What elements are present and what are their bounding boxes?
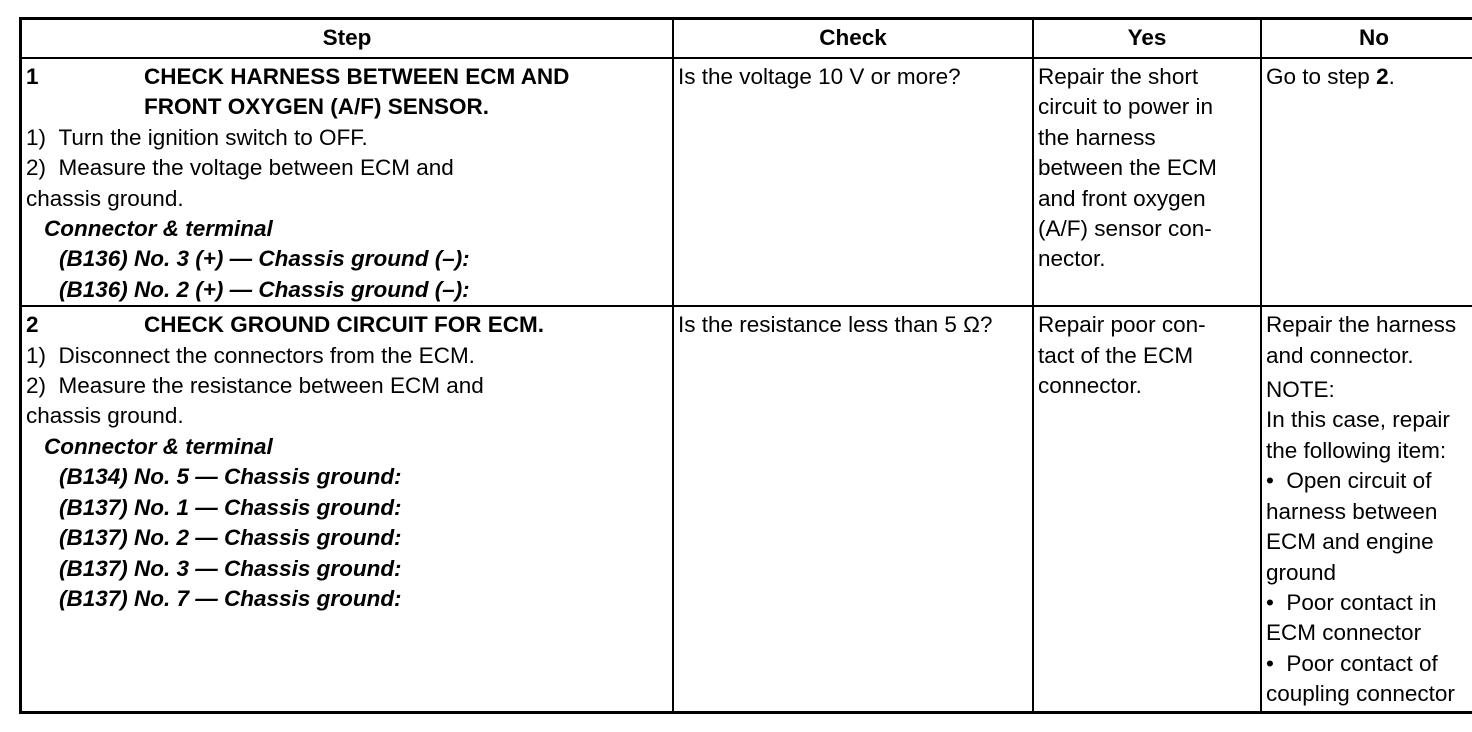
step-number: 1 <box>26 64 39 89</box>
terminal-spec: (B137) No. 1 — Chassis ground: <box>59 494 402 520</box>
yes-line: (A/F) sensor con- <box>1038 216 1212 242</box>
header-row <box>21 19 1472 59</box>
no-line: and connector. <box>1266 342 1414 368</box>
step-instruction: 2) Measure the resistance between ECM and <box>26 373 484 399</box>
yes-line: and front oxygen <box>1038 185 1206 211</box>
header-yes: Yes <box>1033 19 1261 59</box>
connector-heading: Connector & terminal <box>44 216 273 242</box>
check-cell: Is the voltage 10 V or more? <box>673 58 1033 306</box>
no-cell <box>1261 58 1472 306</box>
yes-line: the harness <box>1038 124 1156 150</box>
step-instruction: 2) Measure the voltage between ECM and <box>26 155 454 181</box>
step-title: CHECK HARNESS BETWEEN ECM AND <box>144 64 570 89</box>
yes-line: connector. <box>1038 373 1142 399</box>
yes-cell <box>1033 58 1261 306</box>
no-cell <box>1261 306 1472 712</box>
yes-line: between the ECM <box>1038 155 1217 181</box>
no-line: • Poor contact of <box>1266 650 1438 676</box>
header-step: Step <box>21 19 674 59</box>
yes-line: nector. <box>1038 246 1106 272</box>
yes-line: tact of the ECM <box>1038 342 1194 368</box>
note-label: NOTE: <box>1266 377 1335 403</box>
step-instruction: 1) Turn the ignition switch to OFF. <box>26 124 368 150</box>
no-line: ECM connector <box>1266 620 1422 646</box>
step-instruction: chassis ground. <box>26 185 184 211</box>
step-cell <box>21 306 674 712</box>
step-title: FRONT OXYGEN (A/F) SENSOR. <box>144 94 490 120</box>
no-line: • Poor contact in <box>1266 589 1437 615</box>
no-line: harness between <box>1266 498 1438 524</box>
terminal-spec: (B137) No. 2 — Chassis ground: <box>59 525 402 551</box>
no-line: the following item: <box>1266 437 1447 463</box>
no-line: • Open circuit of <box>1266 468 1432 494</box>
no-line: coupling connector <box>1266 681 1455 707</box>
terminal-spec: (B136) No. 2 (+) — Chassis ground (–): <box>59 276 470 302</box>
header-no: No <box>1261 19 1472 59</box>
yes-line: circuit to power in <box>1038 94 1214 120</box>
connector-heading: Connector & terminal <box>44 433 273 459</box>
no-text-end: . <box>1388 64 1395 89</box>
terminal-spec: (B136) No. 3 (+) — Chassis ground (–): <box>59 246 470 272</box>
step-instruction: chassis ground. <box>26 403 184 429</box>
diagnostic-table <box>19 17 1472 714</box>
header-check: Check <box>673 19 1033 59</box>
no-text: Go to step <box>1266 64 1377 89</box>
no-step-ref: 2 <box>1376 64 1389 89</box>
step-title: CHECK GROUND CIRCUIT FOR ECM. <box>144 312 544 338</box>
terminal-spec: (B137) No. 7 — Chassis ground: <box>59 585 402 611</box>
terminal-spec: (B134) No. 5 — Chassis ground: <box>59 464 402 490</box>
yes-line: Repair poor con- <box>1038 312 1206 338</box>
step-number: 2 <box>26 312 39 338</box>
yes-cell <box>1033 306 1261 712</box>
no-line: Repair the harness <box>1266 312 1457 338</box>
step-instruction: 1) Disconnect the connectors from the ECM. <box>26 342 475 368</box>
step-body <box>144 62 668 123</box>
table-row <box>21 58 1472 306</box>
step-cell <box>21 58 674 306</box>
no-line: ECM and engine <box>1266 529 1434 555</box>
no-line: ground <box>1266 559 1337 585</box>
no-line: In this case, repair <box>1266 407 1450 433</box>
terminal-spec: (B137) No. 3 — Chassis ground: <box>59 555 402 581</box>
yes-line: Repair the short <box>1038 64 1199 89</box>
table-row <box>21 306 1472 712</box>
check-cell: Is the resistance less than 5 Ω? <box>673 306 1033 712</box>
step-body <box>144 310 668 340</box>
